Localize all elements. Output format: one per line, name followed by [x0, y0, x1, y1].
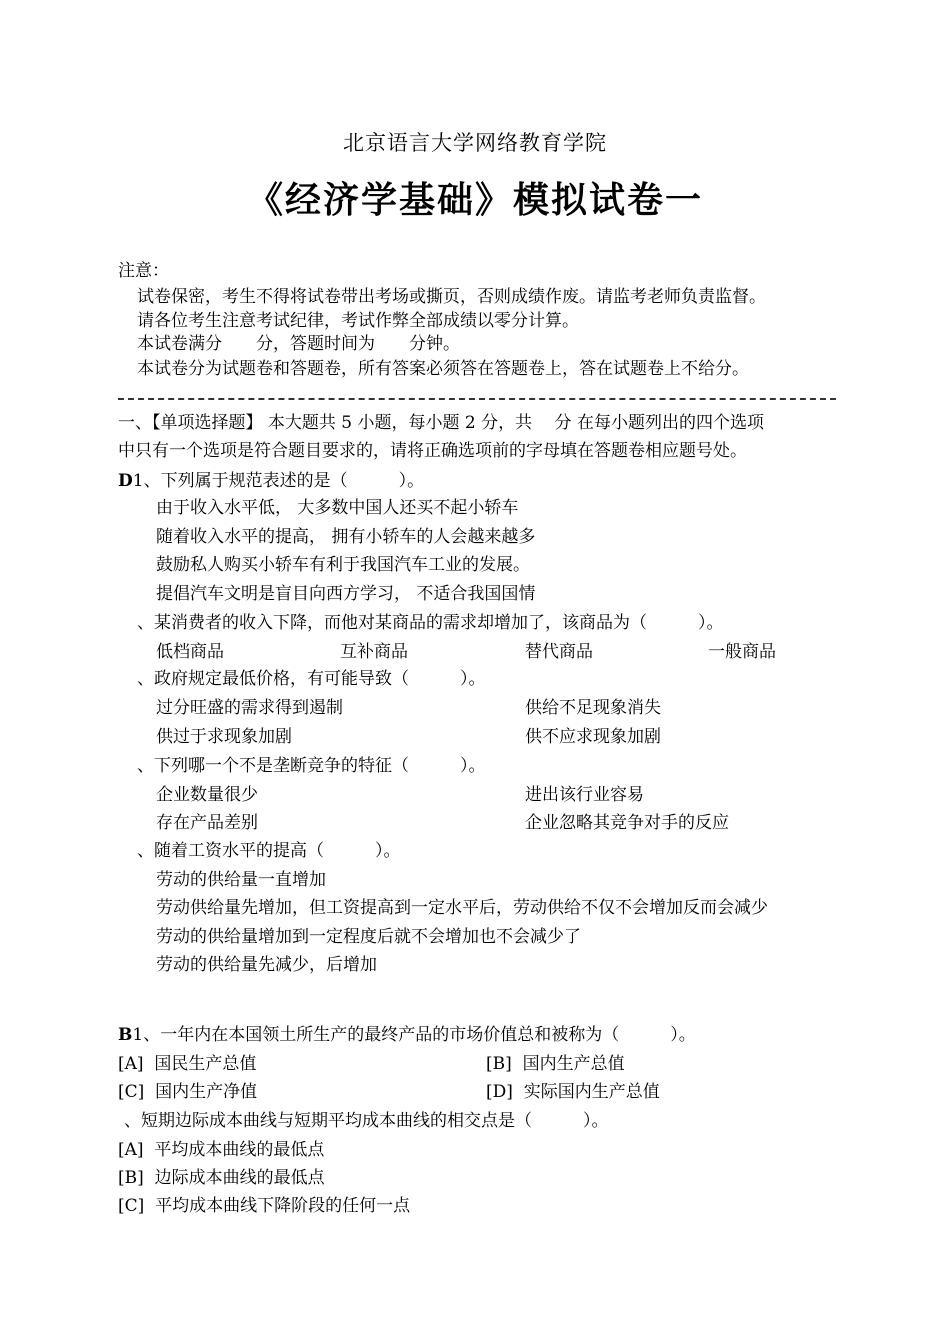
- option: [C] 国内生产净值: [118, 1082, 258, 1102]
- option: 过分旺盛的需求得到遏制: [156, 698, 343, 718]
- question-d5-stem: 、随着工资水平的提高（ ）。: [137, 841, 401, 861]
- option: 劳动的供给量先减少，后增加: [156, 955, 377, 975]
- option: [D] 实际国内生产总值: [486, 1082, 660, 1102]
- option: 企业数量很少: [156, 785, 258, 805]
- option: 互补商品: [340, 642, 408, 662]
- question-tag: D: [118, 471, 133, 491]
- notice-line: 请各位考生注意考试纪律，考试作弊全部成绩以零分计算。: [137, 311, 579, 331]
- option: 存在产品差别: [156, 813, 258, 833]
- option: 供过于求现象加剧: [156, 727, 292, 747]
- question-d2-stem: 、某消费者的收入下降，而他对某商品的需求却增加了，该商品为（ ）。: [137, 613, 724, 633]
- section-heading: 一、【单项选择题】 本大题共 5 小题，每小题 2 分，共 分 在每小题列出的四个选项: [118, 413, 764, 433]
- question-b2-stem: 、短期边际成本曲线与短期平均成本曲线的相交点是（ ）。: [124, 1111, 609, 1131]
- option: 替代商品: [525, 642, 593, 662]
- option: [A] 国民生产总值: [118, 1054, 257, 1074]
- institution-name: 北京语言大学网络教育学院: [343, 131, 607, 155]
- question-d4-stem: 、下列哪一个不是垄断竞争的特征（ ）。: [137, 756, 486, 776]
- option: 随着收入水平的提高， 拥有小轿车的人会越来越多: [156, 527, 536, 547]
- option: 提倡汽车文明是盲目向西方学习， 不适合我国国情: [156, 584, 536, 604]
- question-d1-stem: D1、下列属于规范表述的是（ ）。: [118, 471, 425, 491]
- notice-label: 注意：: [118, 261, 169, 281]
- dashed-divider: [118, 398, 836, 400]
- option: 低档商品: [156, 642, 224, 662]
- option: 供不应求现象加剧: [525, 727, 661, 747]
- section-description: 中只有一个选项是符合题目要求的，请将正确选项前的字母填在答题卷相应题号处。: [118, 441, 747, 461]
- notice-line: 本试卷分为试题卷和答题卷，所有答案必须答在答题卷上，答在试题卷上不给分。: [137, 359, 749, 379]
- option: [B] 国内生产总值: [486, 1054, 625, 1074]
- option: 由于收入水平低， 大多数中国人还买不起小轿车: [156, 498, 519, 518]
- question-d3-stem: 、政府规定最低价格，有可能导致（ ）。: [137, 669, 486, 689]
- exam-title: 《经济学基础》模拟试卷一: [246, 180, 703, 221]
- notice-line: 本试卷满分 分，答题时间为 分钟。: [137, 334, 460, 354]
- option: 劳动的供给量一直增加: [156, 870, 326, 890]
- option: [B] 边际成本曲线的最低点: [118, 1168, 325, 1188]
- option: [A] 平均成本曲线的最低点: [118, 1140, 325, 1160]
- option: 劳动供给量先增加，但工资提高到一定水平后，劳动供给不仅不会增加反而会减少: [156, 898, 768, 918]
- option: 劳动的供给量增加到一定程度后就不会增加也不会减少了: [156, 927, 581, 947]
- option: 企业忽略其竞争对手的反应: [525, 813, 729, 833]
- option: 鼓励私人购买小轿车有利于我国汽车工业的发展。: [156, 555, 530, 575]
- option: 进出该行业容易: [525, 785, 644, 805]
- notice-line: 试卷保密，考生不得将试卷带出考场或撕页，否则成绩作废。请监考老师负责监督。: [137, 287, 766, 307]
- question-b1-stem: B1、一年内在本国领土所生产的最终产品的市场价值总和被称为（ ）。: [118, 1025, 696, 1045]
- option: [C] 平均成本曲线下降阶段的任何一点: [118, 1196, 411, 1216]
- option: 一般商品: [708, 642, 776, 662]
- question-tag: B: [118, 1025, 133, 1045]
- option: 供给不足现象消失: [525, 698, 661, 718]
